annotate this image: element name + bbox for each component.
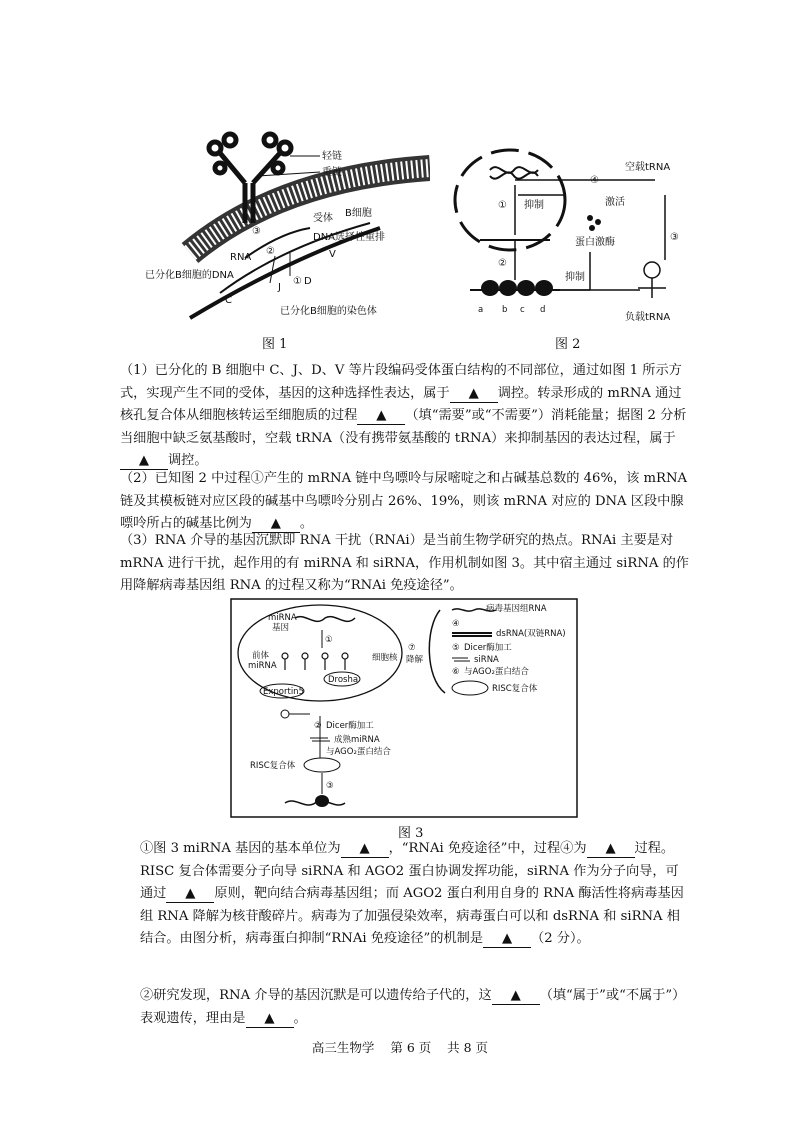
fig3-step-5: ⑤: [452, 643, 460, 653]
fig2-activate: 激活: [605, 197, 625, 208]
q1-blank-3[interactable]: ▲: [120, 453, 168, 470]
q3-1-text-d: 原则，靶向结合病毒基因组；而 AGO2 蛋白利用自身的 RNA 酶活性将病毒基因组 RNA 降解为核苷酸碎片。病毒为了加强侵染效率，病毒蛋白可以和 dsRNA 和 siRNA 相结合。由图分析，病毒蛋白抑制“RNAi 免疫途径”的机制是: [140, 886, 684, 946]
fig3-ago-1: 与AGO₂蛋白结合: [326, 747, 391, 757]
fig3-mirna-gene-2: 基因: [272, 623, 290, 633]
fig3-pre-2: miRNA: [248, 661, 277, 671]
q3-1-blank-3[interactable]: ▲: [166, 886, 214, 903]
fig3-mirna-gene-1: miRNA: [268, 613, 297, 623]
q2-text-b: 。: [299, 516, 314, 531]
label-dna-rearrange: DNA选择性重排: [313, 232, 386, 243]
q3-1-blank-2[interactable]: ▲: [587, 841, 635, 858]
fig2-step-1: ①: [498, 200, 507, 211]
fig2-step-4: ④: [590, 175, 599, 186]
figure-1-caption: 图 1: [262, 337, 288, 352]
q1-blank-1[interactable]: ▲: [450, 386, 498, 403]
question-3-2: [140, 985, 690, 1030]
fig1-step-2: ②: [266, 246, 275, 257]
fig3-pre-1: 前体: [252, 651, 270, 661]
q3-1-text-b: ，“RNAi 免疫途径”中，过程④为: [388, 841, 587, 856]
fig3-dicer-1: Dicer酶加工: [326, 721, 374, 731]
figure-1: [130, 128, 430, 328]
fig2-step-3: ③: [670, 232, 679, 243]
question-3: [120, 530, 690, 598]
q3-1-blank-4[interactable]: ▲: [483, 931, 531, 948]
fig1-step-3: ③: [252, 226, 261, 237]
fig3-exportin: Exportin5: [263, 687, 304, 697]
figure-2: [440, 140, 700, 325]
fig3-step-2: ②: [314, 721, 322, 731]
q3-2-text-a: ②研究发现，RNA 介导的基因沉默是可以遗传给子代的，这: [140, 988, 492, 1003]
label-receptor: 受体: [313, 213, 333, 224]
fig3-sirna: siRNA: [474, 655, 499, 665]
fig2-inhibit-2: 抑制: [565, 272, 585, 283]
label-rna: RNA: [230, 252, 252, 263]
q1-text-a: （1）已分化的 B 细胞中 C、J、D、V 等片段编码受体蛋白结构的不同部位，通过如图 1 所示方式，实现产生不同的受体，基因的这种选择性表达，属于: [120, 363, 682, 401]
q3-2-blank-2[interactable]: ▲: [246, 1011, 294, 1028]
label-j: J: [278, 282, 281, 293]
label-d: D: [304, 276, 312, 287]
figure-3-caption: 图 3: [398, 826, 424, 841]
label-b-cell: B细胞: [345, 208, 372, 219]
question-1: [120, 360, 690, 473]
q3-1-blank-1[interactable]: ▲: [341, 841, 389, 858]
fig2-inhibit-1: 抑制: [524, 200, 544, 211]
q3-2-text-b: （填“属于”或“不属于”）表观遗传，理由是: [140, 988, 686, 1026]
fig1-step-1: ①: [293, 276, 302, 287]
q1-text-b: 调控。转录形成的 mRNA 通过核孔复合体从细胞核转运至细胞质的过程: [120, 385, 682, 423]
q3-2-blank-1[interactable]: ▲: [492, 988, 540, 1005]
fig3-step-6: ⑥: [452, 667, 460, 677]
fig2-label-b: b: [502, 305, 508, 315]
footer-page: 第 6 页: [390, 1040, 432, 1055]
fig2-label-a: a: [478, 305, 484, 315]
fig3-risc-1: RISC复合体: [250, 761, 296, 771]
fig3-degrade: 降解: [406, 655, 424, 665]
fig2-empty-trna: 空载tRNA: [625, 162, 671, 173]
fig2-loaded-trna: 负载tRNA: [625, 312, 671, 323]
fig2-protein-kinase: 蛋白激酶: [575, 237, 615, 248]
q1-blank-2[interactable]: ▲: [357, 408, 405, 425]
fig2-label-d: d: [540, 305, 546, 315]
fig2-step-2: ②: [498, 258, 507, 269]
figure-2-caption: 图 2: [555, 337, 581, 352]
fig2-label-c: c: [520, 305, 525, 315]
q2-blank-1[interactable]: ▲: [252, 516, 300, 533]
footer-total: 共 8 页: [447, 1040, 489, 1055]
label-diff-dna: 已分化B细胞的DNA: [145, 270, 234, 281]
q1-text-c: （填“需要”或“不需要”）消耗能量；据图 2 分析当细胞中缺乏氨基酸时，空载 tRNA（没有携带氨基酸的 tRNA）来抑制基因的表达过程，属于: [120, 408, 687, 446]
q3-1-text-a: ①图 3 miRNA 基因的基本单位为: [140, 841, 341, 856]
fig3-ago-2: 与AGO₂蛋白结合: [464, 667, 529, 677]
label-c: C: [225, 295, 232, 306]
q3-1-text-c: 过程。RISC 复合体需要分子向导 siRNA 和 AGO2 蛋白协调发挥功能，siRNA 作为分子向导，可通过: [140, 841, 679, 901]
fig3-step-4: ④: [452, 619, 460, 629]
question-2: [120, 468, 690, 536]
label-diff-chrom: 已分化B细胞的染色体: [280, 306, 377, 317]
fig3-nucleus: 细胞核: [372, 653, 398, 663]
footer-subject: 高三生物学: [311, 1040, 375, 1055]
fig3-risc-2: RISC复合体: [492, 684, 538, 694]
q3-2-text-c: 。: [293, 1010, 307, 1026]
q3-1-text-e: （2 分）。: [531, 931, 590, 946]
fig3-dicer-2: Dicer酶加工: [464, 643, 512, 653]
fig3-step-7: ⑦: [408, 643, 416, 653]
fig3-step-3: ③: [326, 781, 334, 791]
label-v: V: [329, 249, 336, 260]
label-heavy-chain: 重链: [322, 167, 342, 178]
q3-text: （3）RNA 介导的基因沉默即 RNA 干扰（RNAi）是当前生物学研究的热点。RNAi 主要是对 mRNA 进行干扰，起作用的有 miRNA 和 siRNA，作用机制如图 3。其中宿主通过 siRNA 的作用降解病毒基因组 RNA 的过程又称为“RNAi 免疫途径”。: [120, 533, 689, 593]
fig3-mature: 成熟miRNA: [334, 735, 380, 745]
figure-3: [230, 598, 578, 818]
label-light-chain: 轻链: [322, 151, 342, 162]
fig3-virus-rna: 病毒基因组RNA: [486, 604, 547, 614]
question-3-1: [140, 838, 690, 951]
fig3-dsrna: dsRNA(双链RNA): [496, 629, 566, 639]
q2-text-a: （2）已知图 2 中过程①产生的 mRNA 链中鸟嘌呤与尿嘧啶之和占碱基总数的 46%，该 mRNA 链及其模板链对应区段的碱基中鸟嘌呤分别占 26%、19%，则该 mRNA 对应的 DNA 区段中腺嘌呤所占的碱基比例为: [120, 471, 688, 531]
fig3-step-1: ①: [325, 635, 333, 645]
fig3-drosha: Drosha: [328, 675, 359, 685]
q1-text-d: 调控。: [168, 453, 208, 468]
page-footer: [0, 1038, 800, 1056]
